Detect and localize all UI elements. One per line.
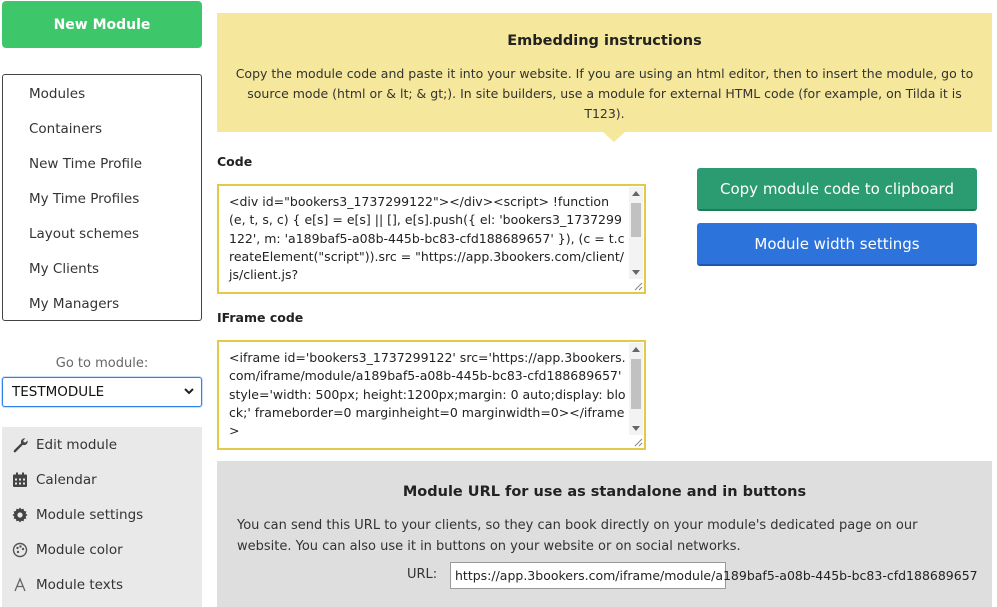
main-nav [2, 74, 202, 321]
menu-item-label: Module color [36, 541, 123, 558]
scroll-thumb[interactable] [631, 203, 641, 237]
resize-grip-icon[interactable] [631, 435, 643, 447]
chevron-down-icon [183, 385, 195, 397]
instructions-title: Embedding instructions [507, 33, 702, 49]
nav-item-layout-schemes[interactable]: Layout schemes [29, 226, 139, 242]
module-width-settings-button[interactable]: Module width settings [697, 223, 977, 266]
module-menu [2, 427, 202, 607]
code-textarea[interactable] [217, 184, 646, 294]
wrench-icon [12, 437, 28, 453]
nav-item-modules[interactable]: Modules [29, 86, 86, 102]
nav-item-my-time-profiles[interactable]: My Time Profiles [29, 191, 140, 207]
menu-item-module-texts[interactable] [2, 567, 202, 602]
embedding-instructions [217, 13, 992, 132]
scroll-up-icon[interactable] [632, 347, 640, 352]
url-section-description: You can send this URL to your clients, so they can book directly on your module's dedicated page on our website. You can also use it in buttons on your website or on social networks. [237, 518, 918, 554]
iframe-code-label: IFrame code [217, 310, 304, 325]
menu-item-label: Module texts [36, 576, 124, 593]
resize-grip-icon[interactable] [631, 279, 643, 291]
code-scrollbar[interactable] [629, 187, 643, 279]
calendar-icon [12, 472, 28, 488]
code-text: <div id="bookers3_1737299122"></div><script> !function (e, t, s, c) { e[s] = e[s] || [], e[s].push({ el: 'bookers3_1737299122', m: 'a189baf5-a08b-445b-bc83-cfd188689657' }), (c = t.createElement("script")).src = "https://app.3bookers.com/client/js/client.js? [229, 194, 625, 283]
instructions-pointer [603, 132, 625, 142]
scroll-thumb[interactable] [631, 359, 641, 409]
scroll-down-icon[interactable] [632, 270, 640, 275]
module-select[interactable] [2, 377, 202, 407]
menu-item-module-settings[interactable] [2, 497, 202, 532]
menu-item-calendar[interactable] [2, 462, 202, 497]
iframe-code-textarea[interactable] [217, 340, 646, 450]
text-icon [12, 577, 28, 593]
menu-item-label: Edit module [36, 436, 118, 453]
gear-icon [12, 507, 28, 523]
scroll-down-icon[interactable] [632, 426, 640, 431]
module-select-value: TESTMODULE [12, 384, 105, 400]
nav-item-containers[interactable]: Containers [29, 121, 103, 137]
menu-item-label: Module settings [36, 506, 144, 523]
menu-item-edit-module[interactable] [2, 427, 202, 462]
module-url-section [217, 461, 992, 607]
nav-item-my-managers[interactable]: My Managers [29, 296, 120, 312]
copy-module-code-button[interactable]: Copy module code to clipboard [697, 168, 977, 211]
iframe-code-scrollbar[interactable] [629, 343, 643, 435]
url-input[interactable]: https://app.3bookers.com/iframe/module/a189baf5-a08b-445b-bc83-cfd188689657 [450, 562, 726, 589]
iframe-code-text: <iframe id='bookers3_1737299122' src='https://app.3bookers.com/iframe/module/a189baf5-a08b-445b-bc83-cfd188689657' style='width: 500px; height:1200px;margin: 0 auto;display: block;' frameborder=0 marginheight=0 marginwidth=0></iframe> [229, 350, 626, 439]
nav-item-my-clients[interactable]: My Clients [29, 261, 100, 277]
url-section-title: Module URL for use as standalone and in buttons [402, 484, 807, 500]
scroll-up-icon[interactable] [632, 191, 640, 196]
palette-icon [12, 542, 28, 558]
url-label: URL: [407, 567, 438, 582]
new-module-button[interactable]: New Module [2, 1, 202, 48]
menu-item-label: Calendar [36, 471, 97, 488]
code-label: Code [217, 154, 253, 169]
goto-module-label: Go to module: [55, 356, 149, 371]
menu-item-module-color[interactable] [2, 532, 202, 567]
nav-item-new-time-profile[interactable]: New Time Profile [29, 156, 143, 172]
instructions-text: Copy the module code and paste it into your website. If you are using an html editor, then to insert the module, go to source mode (html or & lt; & gt;). In site builders, use a module for external HTML code (for example, on Tilda it is T123). [235, 66, 974, 121]
